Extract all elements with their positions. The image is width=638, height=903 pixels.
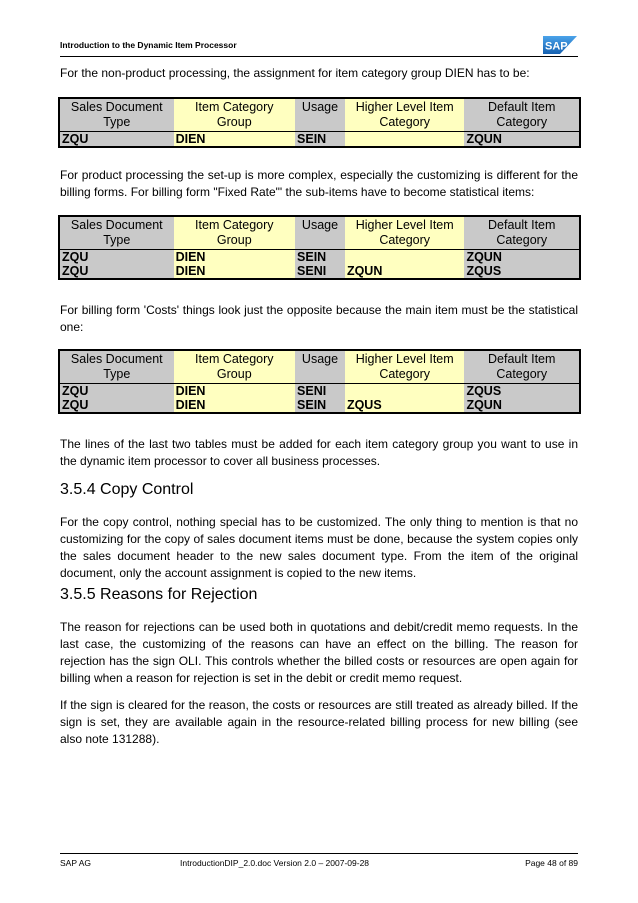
cell-higher-level: ZQUS bbox=[345, 398, 464, 413]
table-row bbox=[59, 398, 580, 413]
cell-higher-level bbox=[345, 132, 464, 148]
col-header-item-cat-group: Item Category Group bbox=[174, 350, 295, 384]
footer-rule bbox=[60, 853, 578, 854]
cell-sales-doc-type: ZQU bbox=[59, 250, 174, 265]
cell-higher-level: ZQUN bbox=[345, 264, 464, 279]
col-header-default: Default Item Category bbox=[464, 350, 580, 384]
item-category-table-1 bbox=[58, 97, 581, 148]
cell-sales-doc-type: ZQU bbox=[59, 398, 174, 413]
col-header-default: Default Item Category bbox=[464, 216, 580, 250]
intro-non-product: For the non-product processing, the assignment for item category group DIEN has to be: bbox=[60, 66, 530, 80]
table-row bbox=[59, 250, 580, 265]
table-row bbox=[59, 384, 580, 399]
section-heading-reasons-rejection: 3.5.5 Reasons for Rejection bbox=[60, 586, 258, 603]
col-header-usage: Usage bbox=[295, 350, 345, 384]
cell-item-cat-group: DIEN bbox=[174, 398, 295, 413]
col-header-higher-level: Higher Level Item Category bbox=[345, 216, 464, 250]
col-header-sales-doc-type: Sales Document Type bbox=[59, 98, 174, 132]
cell-higher-level bbox=[345, 384, 464, 399]
table-row bbox=[59, 132, 580, 148]
intro-costs: For billing form 'Costs' things look just the opposite because the main item must be the statistical one: bbox=[60, 303, 578, 334]
intro-product: For product processing the set-up is more complex, especially the customizing is different for the billing forms. For billing form "Fixed Rate"' the sub-items have to become statistical items: bbox=[60, 168, 578, 199]
col-header-usage: Usage bbox=[295, 216, 345, 250]
col-header-sales-doc-type: Sales Document Type bbox=[59, 350, 174, 384]
lines-note: The lines of the last two tables must be added for each item category group you want to use in the dynamic item processor to cover all business processes. bbox=[60, 437, 578, 468]
col-header-usage: Usage bbox=[295, 98, 345, 132]
footer-company: SAP AG bbox=[60, 858, 92, 868]
cell-default: ZQUS bbox=[464, 384, 580, 399]
cell-sales-doc-type: ZQU bbox=[59, 384, 174, 399]
section-body-copy-control: For the copy control, nothing special has to be customized. The only thing to mention is that no customizing for the copy of sales document items must be done, because the system copies only the sales document header to the new sales document type. From the item of the original document, only the account assignment is copied to the new items. bbox=[60, 515, 578, 580]
cell-default: ZQUN bbox=[464, 398, 580, 413]
cell-usage: SENI bbox=[295, 384, 345, 399]
cell-default: ZQUN bbox=[464, 250, 580, 265]
header-rule bbox=[60, 56, 578, 57]
cell-default: ZQUN bbox=[464, 132, 580, 148]
cell-usage: SEIN bbox=[295, 398, 345, 413]
cell-default: ZQUS bbox=[464, 264, 580, 279]
cell-item-cat-group: DIEN bbox=[174, 132, 295, 148]
item-category-table-2 bbox=[58, 215, 581, 280]
col-header-item-cat-group: Item Category Group bbox=[174, 216, 295, 250]
col-header-higher-level: Higher Level Item Category bbox=[345, 98, 464, 132]
cell-usage: SEIN bbox=[295, 132, 345, 148]
cell-higher-level bbox=[345, 250, 464, 265]
sap-logo bbox=[543, 36, 577, 54]
cell-usage: SENI bbox=[295, 264, 345, 279]
col-header-item-cat-group: Item Category Group bbox=[174, 98, 295, 132]
section-body-reasons-rejection-2: If the sign is cleared for the reason, the costs or resources are still treated as already billed. If the sign is set, they are available again in the resource-related billing process for new billing (see also note 131288). bbox=[60, 698, 578, 746]
col-header-higher-level: Higher Level Item Category bbox=[345, 350, 464, 384]
table-row bbox=[59, 264, 580, 279]
cell-sales-doc-type: ZQU bbox=[59, 132, 174, 148]
sap-logo-text: SAP bbox=[545, 40, 568, 53]
header-title: Introduction to the Dynamic Item Processor bbox=[60, 40, 237, 50]
cell-item-cat-group: DIEN bbox=[174, 250, 295, 265]
col-header-sales-doc-type: Sales Document Type bbox=[59, 216, 174, 250]
col-header-default: Default Item Category bbox=[464, 98, 580, 132]
cell-sales-doc-type: ZQU bbox=[59, 264, 174, 279]
footer-doc-info: IntroductionDIP_2.0.doc Version 2.0 – 2007-09-28 bbox=[180, 858, 370, 868]
item-category-table-3 bbox=[58, 349, 581, 414]
section-body-reasons-rejection-1: The reason for rejections can be used both in quotations and debit/credit memo requests. In the last case, the customizing of the reasons can have an effect on the billing. The reason for rejection has the sign OLI. This controls whether the billed costs or resources are open again for billing when a reason for rejection is set in the debit or credit memo request. bbox=[60, 620, 578, 685]
cell-usage: SEIN bbox=[295, 250, 345, 265]
section-heading-copy-control: 3.5.4 Copy Control bbox=[60, 481, 194, 498]
cell-item-cat-group: DIEN bbox=[174, 384, 295, 399]
footer-page-number: Page 48 of 89 bbox=[525, 858, 578, 868]
cell-item-cat-group: DIEN bbox=[174, 264, 295, 279]
